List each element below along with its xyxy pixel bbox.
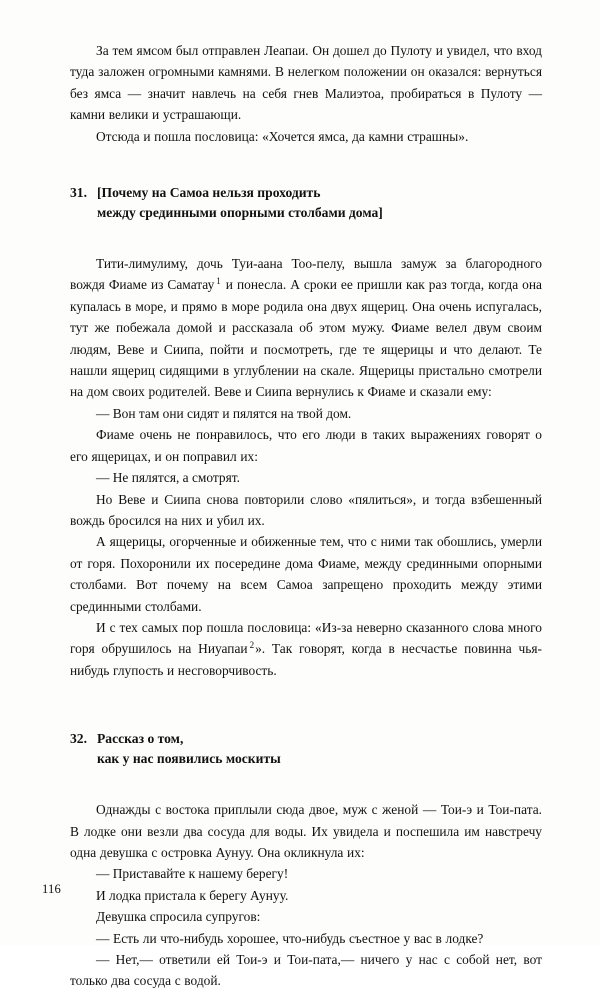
spacer <box>70 223 542 253</box>
dialogue-line: И лодка пристала к берегу Аунуу. <box>96 887 289 903</box>
paragraph: А ящерицы, огорченные и обиженные тем, что с ними так обошлись, умерли от горя. Похоронили их посередине дома Фиаме, между срединными опорными столбами. Вот почему на всем Самоа запрещено проходить между этими срединными столбами. <box>70 534 542 614</box>
page-text-block <box>70 40 542 992</box>
page-number: 116 <box>42 882 62 896</box>
paragraph: Но Веве и Сиипа снова повторили слово «пялиться», и тогда взбешенный вождь бросился на них и убил их. <box>70 491 542 528</box>
intro-section <box>70 40 542 147</box>
section-title-line: между срединными опорными столбами дома] <box>97 205 383 221</box>
paragraph: Фиаме очень не понравилось, что его люди в таких выражениях говорят о его ящерицах, и он поправил их: <box>70 427 542 464</box>
footnote-marker: 1 <box>216 275 221 286</box>
paragraph: За тем ямсом был отправлен Леапаи. Он дошел до Пулоту и увидел, что вход туда заложен огромными камнями. В нелегком положении он оказался: вернуться без ямса — значит навлечь на себя гнев Малиэтоа, пробираться в Пулоту — камни велики и устрашающи. <box>70 43 542 123</box>
section-body-32 <box>70 799 542 992</box>
spacer <box>70 769 542 799</box>
paragraph: Отсюда и пошла пословица: «Хочется ямса, да камни страшны». <box>96 128 469 144</box>
dialogue-line: Девушка спросила супругов: <box>96 909 261 925</box>
paragraph: Однажды с востока приплыли сюда двое, муж с женой — Тои-э и Тои-пата. В лодке они везли два сосуда для воды. Их увидела и поспешила им навстречу одна девушка с островка Аунуу. Она окликнула их: <box>70 802 542 860</box>
section-body-31 <box>70 253 542 681</box>
section-number: 31. <box>70 185 87 201</box>
section-title <box>97 729 542 769</box>
section-title-line: Рассказ о том, <box>97 731 184 747</box>
section-heading-32 <box>70 729 542 769</box>
section-title <box>97 183 542 223</box>
section-title-line: как у нас появились москиты <box>97 751 281 767</box>
section-title-line: [Почему на Самоа нельзя проходить <box>97 185 321 201</box>
dialogue-line: — Не пялятся, а смотрят. <box>96 470 240 486</box>
section-number: 32. <box>70 731 87 747</box>
paragraph: — Есть ли что-нибудь хорошее, что-нибудь съестное у вас в лодке? <box>96 930 484 946</box>
spacer <box>70 681 542 729</box>
spacer <box>70 147 542 183</box>
paragraph: Тити-лимулиму, дочь Туи-аана Тоо-пелу, вышла замуж за благородного вождя Фиаме из Саматау $^1$ и понесла. А сроки ее пришли как раз тогда, когда она купалась в море, и прямо в море родила она двух ящериц. Она очень испугалась, тут же побежала домой и рассказала об этом мужу. Фиаме велел двум своим людям, Веве и Сиипа, пойти и посмотреть, где те ящерицы и что делают. Те нашли ящериц сидящими в углублении на скале. Ящерицы пристально смотрели на дом своих родителей. Веве и Сиипа вернулись к Фиаме и сказали ему: <box>70 256 542 400</box>
footnote-marker: 2 <box>249 639 255 650</box>
section-heading-31 <box>70 183 542 223</box>
dialogue-line: — Вон там они сидят и пялятся на твой дом. <box>96 405 352 421</box>
paragraph: — Нет,— ответили ей Тои-э и Тои-пата,— ничего у нас с собой нет, вот только два сосуда с водой. <box>70 952 542 989</box>
paragraph: И с тех самых пор пошла пословица: «Из-за неверно сказанного слова много горя обрушилось на Ниуапаи $^2$». Так говорят, когда в несчастье повинна чья-нибудь глупость и несговорчивость. <box>70 619 542 678</box>
dialogue-line: — Приставайте к нашему берегу! <box>96 866 289 882</box>
